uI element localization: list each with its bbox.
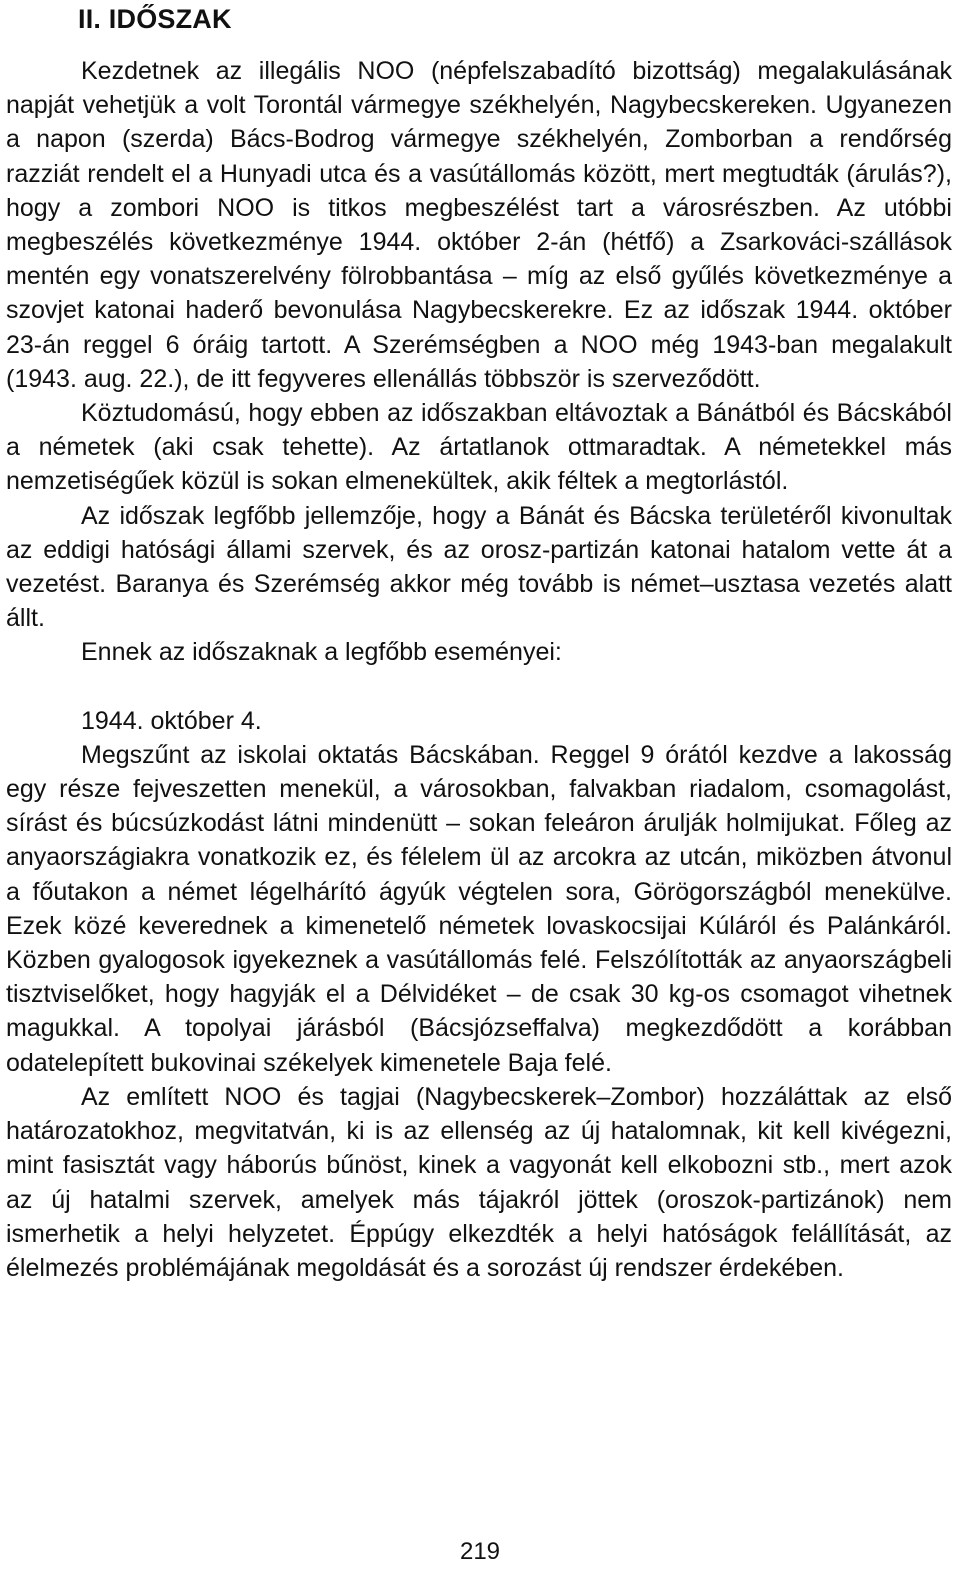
paragraph-events-intro: Ennek az időszaknak a legfőbb eseményei: [81,638,562,667]
paragraph-noo-decisions: Az említett NOO és tagjai (Nagybecskerek–Zombor) hozzáláttak az első határozatokhoz, megvitatván, ki is az ellenség az új hatalomnak, kit kell kivégezni, mint fasisztát vagy háborús bűnöst, kinek a vagyonát kell elkobozni stb., mert azok az új hatalmi szervek, amelyek más tájakról jöttek (oroszok-partizánok) nem ismerhetik a helyi helyzetet. Éppúgy elkezdték a helyi hatóságok felállítását, az élelmezés problémájának megoldását és a sorozást új rendszer érdekében. [6,1082,952,1282]
paragraph-main-feature: Az időszak legfőbb jellemzője, hogy a Bánát és Bácska területéről kivonultak az eddigi hatósági állami szervek, és az orosz-partizán katonai hatalom vette át a vezetést. Baranya és Szerémség akkor még tovább is német–usztasa vezetés alatt állt. [6,501,952,633]
section-heading: II. IDŐSZAK [78,4,232,34]
event-date: 1944. október 4. [81,706,262,735]
body-text [6,54,952,1285]
paragraph-germans-left: Köztudomású, hogy ebben az időszakban eltávoztak a Bánátból és Bácskából a németek (aki csak tehette). Az ártatlanok ottmaradtak. A németekkel más nemzetiségűek közül is sokan elmenekültek, akik féltek a megtorlástól. [6,399,952,496]
paragraph-intro: Kezdetnek az illegális NOO (népfelszabadító bizottság) megalakulásának napját vehetjük a volt Torontál vármegye székhelyén, Nagybecskereken. Ugyanezen a napon (szerda) Bács-Bodrog vármegye székhelyén, Zomborban a rendőrség razziát rendelt el a Hunyadi utca és a vasútállomás között, mert megtudták (árulás?), hogy a zombori NOO is titkos megbeszélést tart a városrészben. Az utóbbi megbeszélés következménye 1944. október 2-án (hétfő) a Zsarkováci-szállások mentén egy vonatszerelvény fölrobbantása – míg az első gyűlés következménye a szovjet katonai haderő bevonulása Nagybecskerekre. Ez az időszak 1944. október 23-án reggel 6 óráig tartott. A Szerémségben a NOO még 1943-ban megalakult (1943. aug. 22.), de itt fegyveres ellenállás többször is szerveződött. [6,57,952,393]
paragraph-event-description: Megszűnt az iskolai oktatás Bácskában. Reggel 9 órától kezdve a lakosság egy része fejveszetten menekül, a városokban, falvakban riadalom, csomagolást, sírást és búcsúzkodást látni mindenütt – sokan feleáron árulják holmijukat. Főleg az anyaországiakra vonatkozik ez, és félelem ül az arcokra az utcán, miközben átvonul a főutakon a német légelhárító ágyúk végtelen sora, Görögországból menekülve. Ezek közé keverednek a kimenetelő németek lovaskocsijai Kúláról és Palánkáról. Közben gyalogosok igyekeznek a vasútállomás felé. Felszólították az anyaországbeli tisztviselőket, hogy hagyják el a Délvidéket – de csak 30 kg-os csomagot vihetnek magukkal. A topolyai járásból (Bácsjózseffalva) megkezdődött a korábban odatelepített bukovinai székelyek kimenetele Baja felé. [6,740,952,1077]
page-number: 219 [459,1538,501,1565]
